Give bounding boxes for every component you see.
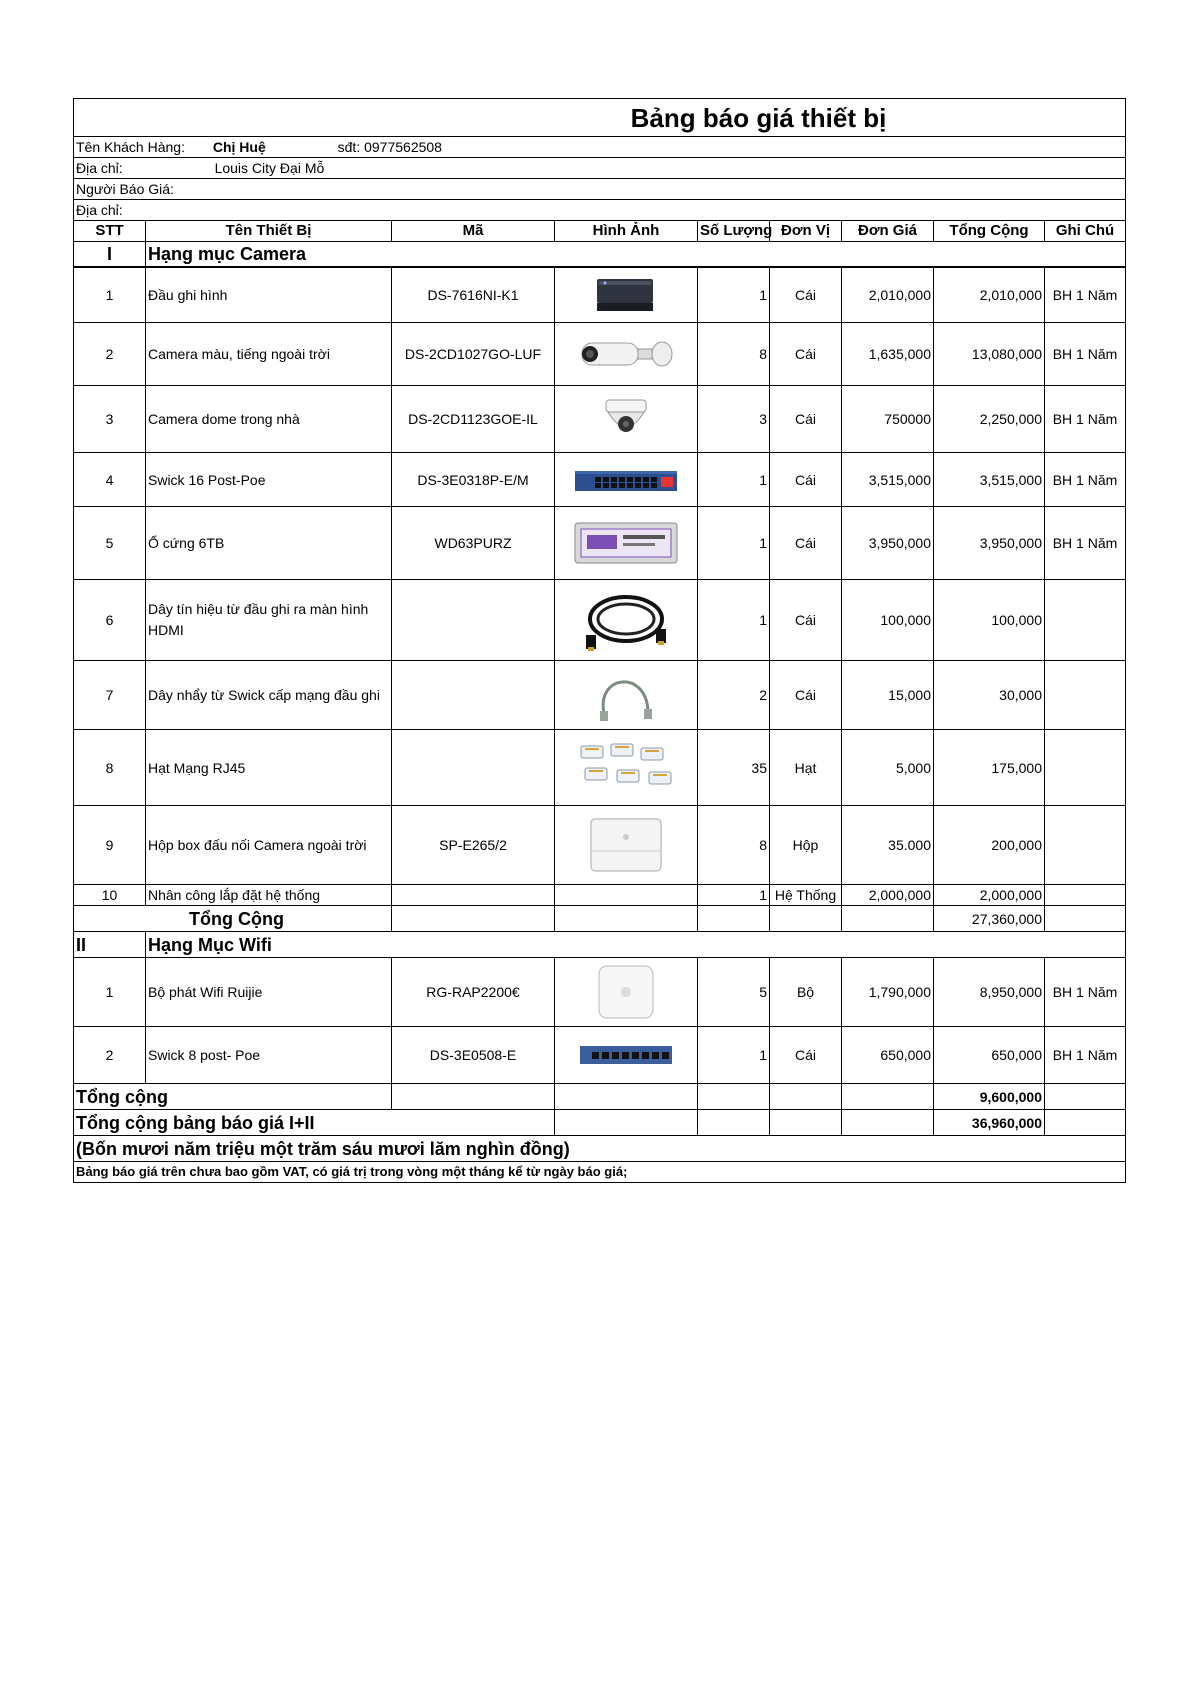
column-header-row	[74, 221, 1126, 242]
page-title: Bảng báo giá thiết bị	[74, 99, 1126, 137]
grand-total-row	[74, 1110, 1126, 1136]
table-row: 1 Đầu ghi hình DS-7616NI-K1 1 Cái 2,010,000 2,010,000 BH 1 Năm	[74, 267, 1126, 323]
section-number: I	[74, 242, 146, 267]
switch-16-icon	[555, 453, 698, 507]
wifi-access-point-icon	[555, 958, 698, 1027]
table-row: 2 Camera màu, tiếng ngoài trời DS-2CD1027GO-LUF 8 Cái 1,635,000 13,080,000 BH 1 Năm	[74, 323, 1126, 386]
col-header: Tên Thiết Bị	[146, 221, 392, 242]
table-row: 10 Nhân công lắp đặt hệ thống 1 Hệ Thống 2,000,000 2,000,000	[74, 885, 1126, 906]
bullet-camera-icon	[555, 323, 698, 386]
customer-name: Chị Huệ	[212, 139, 266, 155]
address-value: Louis City Đại Mỗ	[214, 160, 325, 176]
col-header: Tổng Cộng	[934, 221, 1045, 242]
customer-row	[74, 137, 442, 158]
total-in-words: (Bốn mươi năm triệu một trăm sáu mươi lăm nghìn đồng)	[74, 1136, 1126, 1162]
section-title: Hạng Mục Wifi	[146, 932, 1126, 958]
section-header	[74, 932, 1126, 958]
section-subtotal-row	[74, 906, 1126, 932]
col-header: Số Lượng	[698, 221, 770, 242]
customer-phone: sđt: 0977562508	[337, 139, 442, 155]
subtotal-value: 9,600,000	[934, 1084, 1045, 1110]
table-row: 3 Camera dome trong nhà DS-2CD1123GOE-IL 3 Cái 750000 2,250,000 BH 1 Năm	[74, 386, 1126, 453]
subtotal-value: 27,360,000	[934, 906, 1045, 932]
nvr-icon	[555, 267, 698, 323]
col-header: Mã	[392, 221, 555, 242]
quotation-table	[73, 98, 1126, 1183]
footnote: Bảng báo giá trên chưa bao gồm VAT, có giá trị trong vòng một tháng kể từ ngày báo giá;	[74, 1162, 1126, 1183]
subtotal-label: Tổng Cộng	[74, 906, 392, 932]
col-header: STT	[74, 221, 146, 242]
patch-cable-icon	[555, 661, 698, 730]
section-subtotal-row	[74, 1084, 1126, 1110]
col-header: Đơn Vị	[770, 221, 842, 242]
rj45-connector-icon	[555, 730, 698, 806]
address2-label: Địa chỉ:	[74, 200, 1126, 221]
table-row: 2 Swick 8 post- Poe DS-3E0508-E 1 Cái 650,000 650,000 BH 1 Năm	[74, 1027, 1126, 1084]
customer-label: Tên Khách Hàng:	[76, 139, 185, 155]
dome-camera-icon	[555, 386, 698, 453]
quotation-sheet	[73, 98, 1125, 1183]
junction-box-icon	[555, 806, 698, 885]
table-row: 8 Hạt Mạng RJ45 35 Hạt 5,000 175,000	[74, 730, 1126, 806]
grand-total-label: Tổng cộng bảng báo giá I+II	[74, 1110, 555, 1136]
table-row: 5 Ổ cứng 6TB WD63PURZ 1 Cái 3,950,000 3,950,000 BH 1 Năm	[74, 507, 1126, 580]
table-row: 6 Dây tín hiệu từ đầu ghi ra màn hình HDMI 1 Cái 100,000 100,000	[74, 580, 1126, 661]
table-row: 9 Hộp box đấu nối Camera ngoài trời SP-E265/2 8 Hộp 35.000 200,000	[74, 806, 1126, 885]
hdmi-cable-icon	[555, 580, 698, 661]
col-header: Hình Ảnh	[555, 221, 698, 242]
table-row: 4 Swick 16 Post-Poe DS-3E0318P-E/M 1 Cái 3,515,000 3,515,000 BH 1 Năm	[74, 453, 1126, 507]
col-header: Ghi Chú	[1045, 221, 1126, 242]
switch-8-icon	[555, 1027, 698, 1084]
address-row	[74, 158, 392, 179]
hard-drive-icon	[555, 507, 698, 580]
quoter-label: Người Báo Giá:	[74, 179, 1126, 200]
subtotal-label: Tổng cộng	[74, 1084, 392, 1110]
address-label: Địa chỉ:	[76, 160, 123, 176]
section-number: II	[74, 932, 146, 958]
grand-total-value: 36,960,000	[934, 1110, 1045, 1136]
table-row: 1 Bộ phát Wifi Ruijie RG-RAP2200€ 5 Bộ 1,790,000 8,950,000 BH 1 Năm	[74, 958, 1126, 1027]
table-row: 7 Dây nhẩy từ Swick cấp mạng đầu ghi 2 Cái 15,000 30,000	[74, 661, 1126, 730]
section-title: Hạng mục Camera	[146, 242, 1126, 267]
col-header: Đơn Giá	[842, 221, 934, 242]
section-header	[74, 242, 1126, 267]
